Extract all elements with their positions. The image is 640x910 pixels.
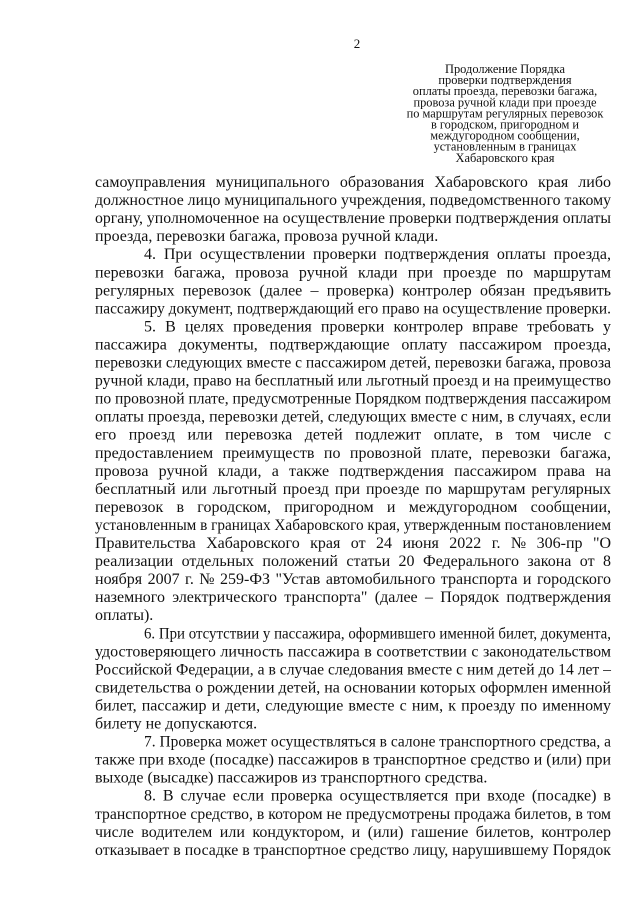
body-line: числе водителем или кондуктором, и (или) гашение билетов, контролер: [95, 823, 611, 841]
body-line: выходе (высадке) пассажиров из транспортного средства.: [95, 769, 488, 787]
header-line: Хабаровского края: [455, 150, 555, 165]
body-line: Правительства Хабаровского края от 24 июня 2022 г. № 306-пр "О: [95, 535, 612, 552]
body-line: его проезд или перевозка детей подлежит оплате, в том числе с: [95, 426, 611, 444]
body-line: билет, пассажир и дети, следующие вместе с ним, к проезду по именному: [95, 697, 611, 715]
header-line: проверки подтверждения: [438, 73, 572, 88]
body-line: оплаты).: [95, 607, 154, 625]
body-line: свидетельства о рождении детей, на основании которых оформлен именной: [95, 679, 612, 697]
header-line: в городском, пригородном и: [430, 117, 580, 132]
body-line: регулярных перевозок (далее – проверка) контролер обязан предъявить: [95, 282, 612, 300]
body-line: перевозки багажа, провоза ручной клади при проезде по маршрутам: [95, 264, 611, 282]
body-line: наземного электрического транспорта" (далее – Порядок подтверждения: [95, 589, 611, 607]
body-line: предоставлением преимуществ по провозной плате, перевозки багажа,: [95, 444, 612, 462]
body-line: ноября 2007 г. № 259-ФЗ "Устав автомобильного транспорта и городского: [95, 571, 612, 589]
body-line: бесплатный или льготный проезд при проезде по маршрутам регулярных: [95, 480, 612, 498]
body-line: транспортное средство, в котором не предусмотрены продажа билетов, в том: [95, 805, 611, 823]
body-line: удостоверяющего личность пассажира в соответствии с законодательством: [95, 643, 611, 661]
header-line: установленным в границах: [433, 139, 577, 154]
body-line: 8. В случае если проверка осуществляется при входе (посадке) в: [144, 787, 611, 805]
body-line: билету не допускаются.: [95, 715, 258, 733]
body-line: перевозки следующих вместе с пассажиром детей, перевозки багажа, провоза: [95, 354, 611, 372]
body-line: оплаты проезда, перевозки детей, следующих вместе с ним, в случаях, если: [95, 408, 612, 426]
header-line: оплаты проезда, перевозки багажа,: [412, 84, 598, 99]
body-line: Российской Федерации, а в случае следования вместе с ним детей до 14 лет –: [95, 661, 612, 679]
header-line: провоза ручной клади при проезде: [413, 95, 597, 110]
page-number: 2: [353, 36, 361, 51]
body-text: [95, 174, 612, 859]
body-line: отказывает в посадке в транспортное средство лицу, нарушившему Порядок: [95, 841, 612, 859]
header-block: [407, 62, 605, 165]
body-line: должностное лицо муниципального учреждения, подведомственного такому: [95, 192, 611, 210]
body-line: самоуправления муниципального образования Хабаровского края либо: [95, 174, 611, 191]
body-line: перевозок в городском, пригородном и междугородном сообщении,: [95, 498, 612, 516]
header-line: по маршрутам регулярных перевозок: [406, 106, 604, 121]
body-line: проезда, перевозки багажа, провоза ручной клади.: [95, 228, 439, 246]
body-line: пассажиру документ, подтверждающий его право на осуществление проверки.: [95, 300, 611, 318]
body-line: 6. При отсутствии у пассажира, оформившего именной билет, документа,: [144, 625, 611, 643]
header-line: Продолжение Порядка: [445, 62, 565, 76]
body-line: по провозной плате, предусмотренные Порядком подтверждения пассажиром: [95, 390, 611, 408]
body-line: ручной клади, право на бесплатный или льготный проезд и на преимущество: [95, 372, 611, 390]
body-line: также при входе (посадке) пассажиров в транспортное средство и (или) при: [95, 751, 612, 769]
body-line: пассажира документы, подтверждающие оплату пассажиром проезда,: [95, 336, 612, 354]
body-line: органу, уполномоченное на осуществление проверки подтверждения оплаты: [95, 210, 612, 228]
body-line: 4. При осуществлении проверки подтверждения оплаты проезда,: [144, 246, 612, 264]
body-line: 7. Проверка может осуществляться в салоне транспортного средства, а: [144, 733, 611, 751]
body-line: 5. В целях проведения проверки контролер вправе требовать у: [144, 318, 612, 336]
body-line: провоза ручной клади, а также подтверждения пассажиром права на: [95, 462, 612, 480]
body-line: установленным в границах Хабаровского края, утвержденным постановлением: [95, 517, 611, 534]
header-line: междугородном сообщении,: [430, 128, 580, 143]
body-line: реализации отдельных положений статьи 20 Федерального закона от 8: [95, 553, 611, 570]
